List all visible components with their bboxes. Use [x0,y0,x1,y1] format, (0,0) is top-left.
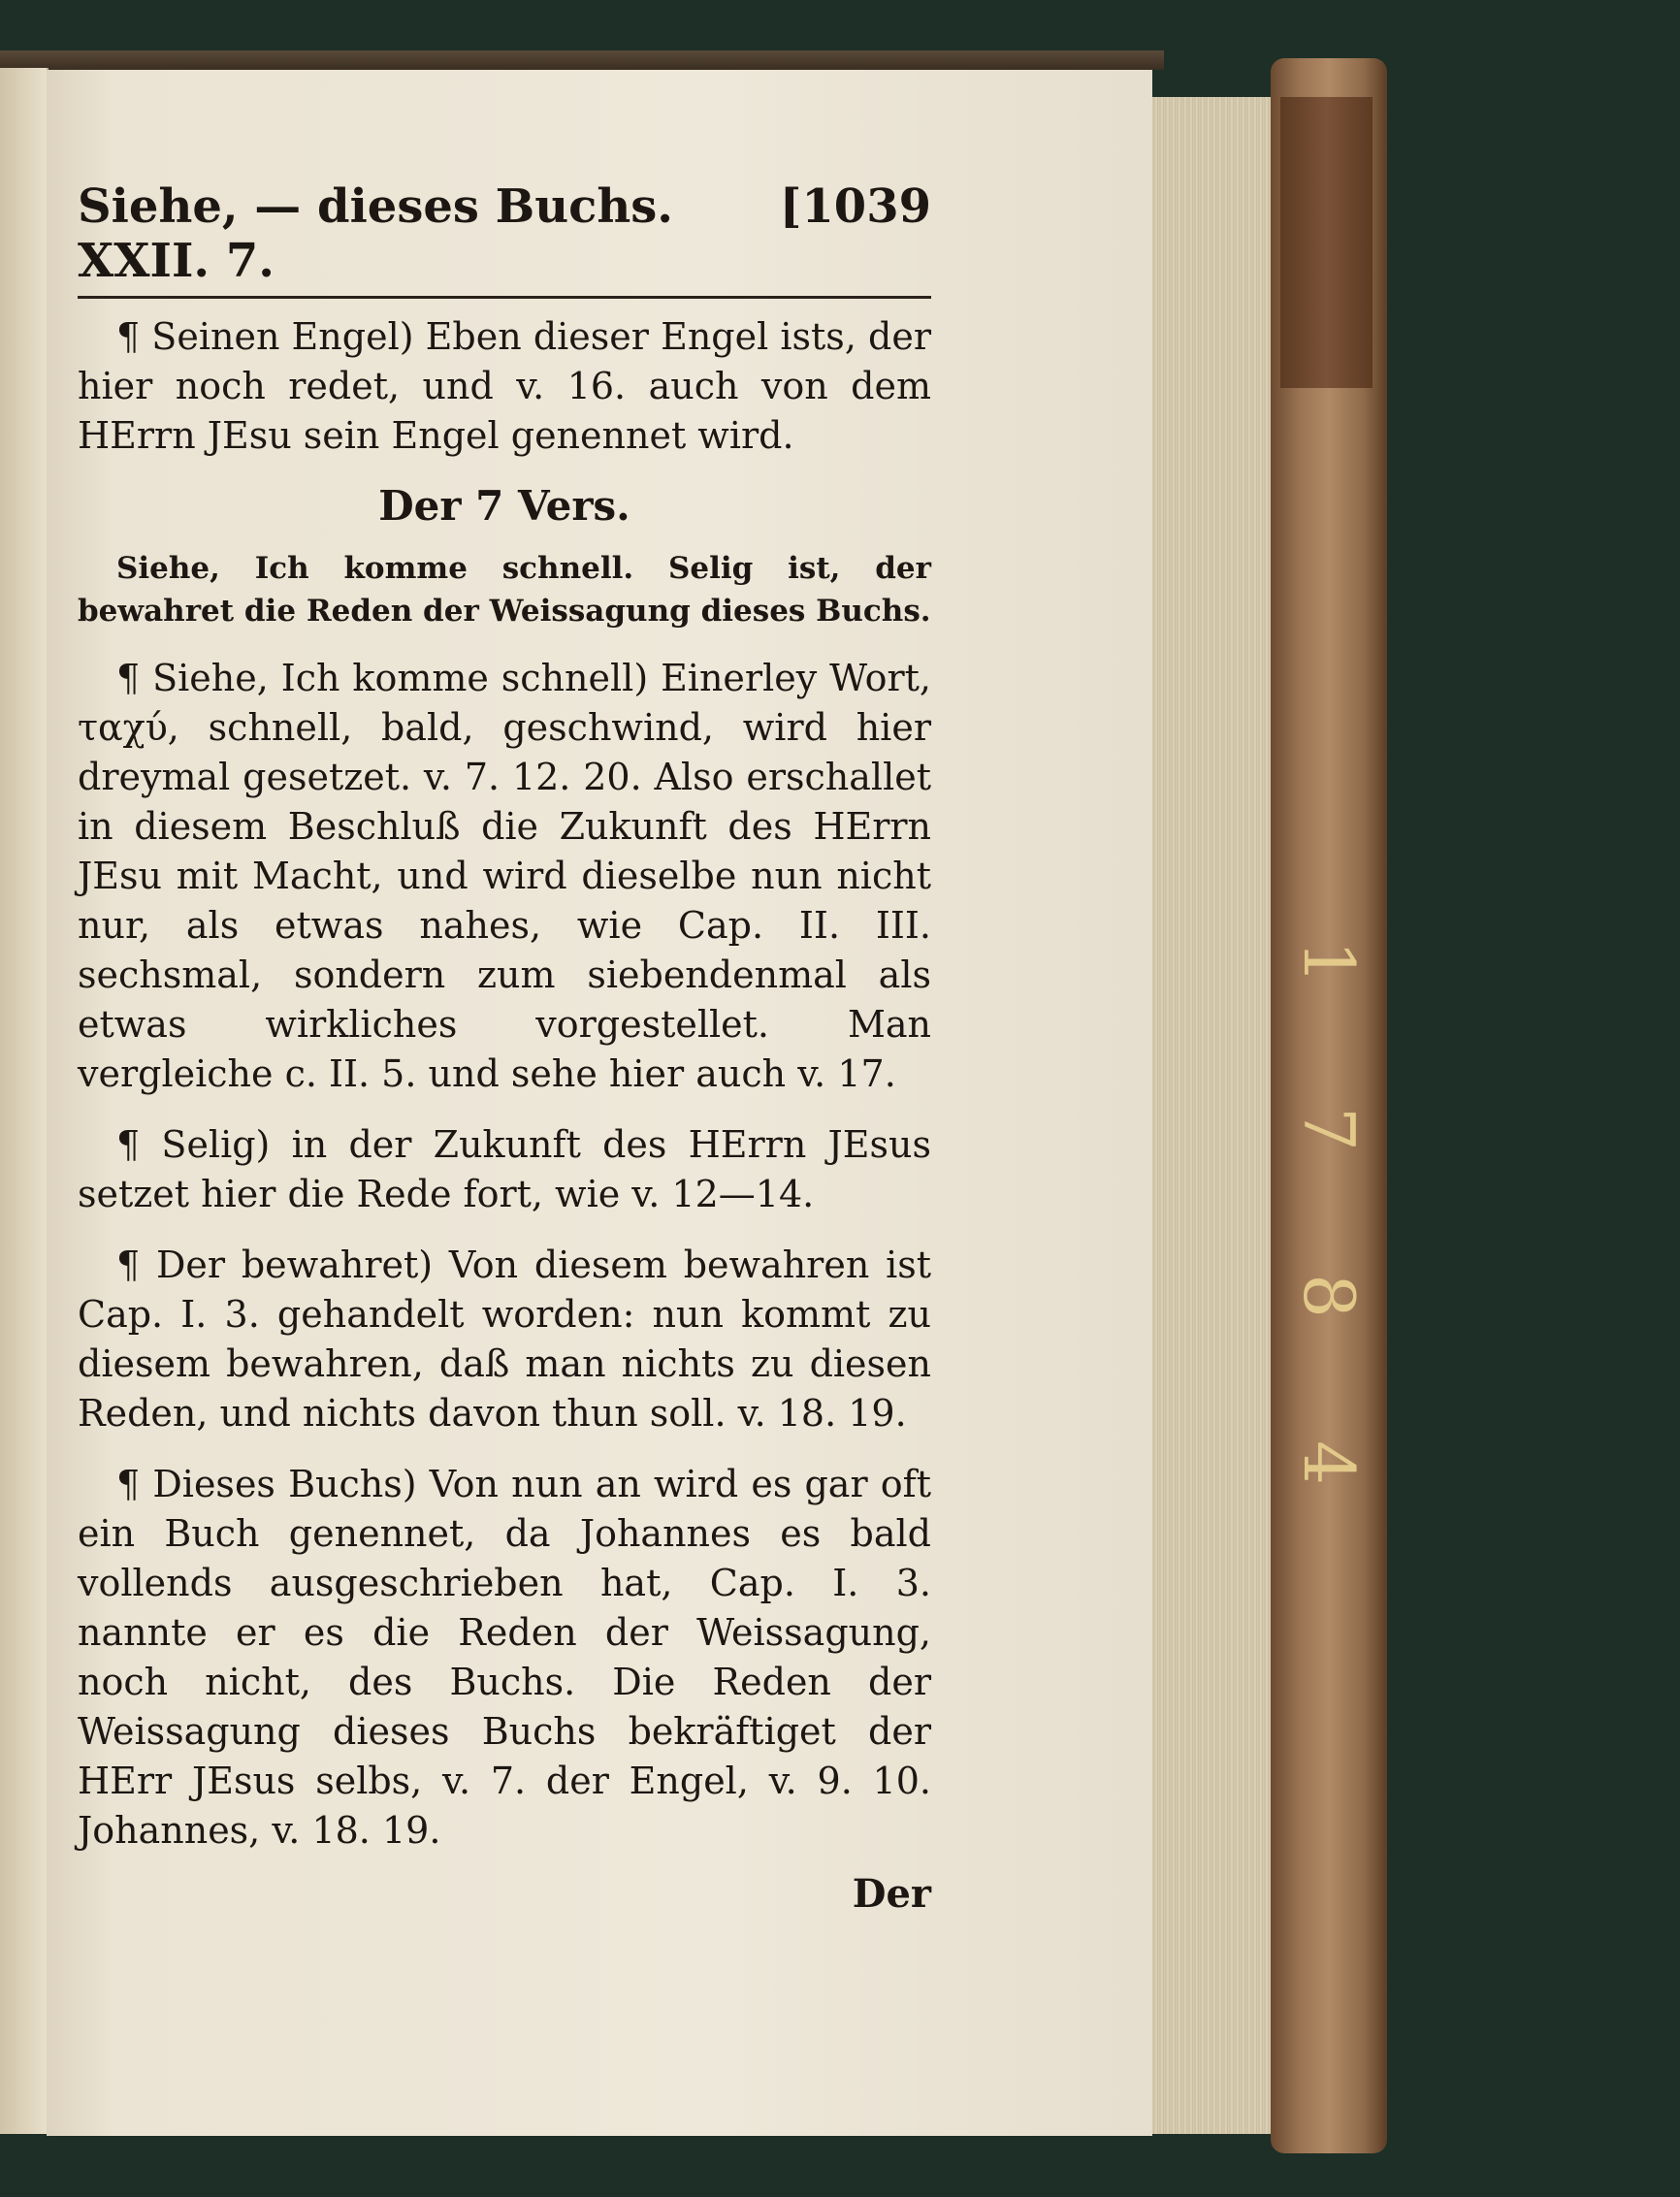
shelfmark-digit-3: 8 [1288,1274,1370,1318]
page-number: [1039 [779,179,931,234]
paragraph-seinen-engel: ¶ Seinen Engel) Eben dieser Engel ists, der hier noch redet, und v. 16. auch von dem HErrn JEsu sein Engel genennet wird. [78,315,931,457]
running-title: Siehe, — dieses Buchs. XXII. 7. [78,179,673,288]
facing-page-edge [0,68,48,2134]
paragraph-der-bewahret: ¶ Der bewahret) Von diesem bewahren ist Cap. I. 3. gehandelt worden: nun kommt zu diesem bewahren, daß man nichts zu diesen Reden, und nichts davon thun soll. v. 18. 19. [78,1244,931,1435]
shelfmark-digit-2: 7 [1288,1107,1370,1151]
catchword: Der [852,1871,931,1917]
spine-label-strip [1280,97,1373,388]
verse-heading: Der 7 Vers. [378,482,630,530]
spine-shelfmark [1288,921,1370,1503]
page-fore-edge [1145,97,1282,2134]
shelfmark-digit-1: 1 [1288,940,1370,985]
verse-text: Siehe, Ich komme schnell. Selig ist, der bewahret die Reden der Weissagung dieses Buchs. [78,551,931,629]
book-board-top [0,50,1164,70]
paragraph-dieses-buchs: ¶ Dieses Buchs) Von nun an wird es gar oft ein Buch genennet, da Johannes es bald vollends ausgeschrieben hat, Cap. I. 3. nannte er es die Reden der Weissagung, noch nicht, des Buchs. Die Reden der Weissagung dieses Buchs bekräftiget der HErr JEsus selbs, v. 7. der Engel, v. 9. 10. Johannes, v. 18. 19. [78,1463,931,1852]
page-text [78,179,931,1917]
shelfmark-digit-4: 4 [1288,1440,1370,1485]
paragraph-selig: ¶ Selig) in der Zukunft des HErrn JEsus setzet hier die Rede fort, wie v. 12—14. [78,1123,931,1215]
running-header [78,179,931,299]
paragraph-siehe: ¶ Siehe, Ich komme schnell) Einerley Wort, ταχύ, schnell, bald, geschwind, wird hier dreymal gesetzet. v. 7. 12. 20. Also erschallet in diesem Beschluß die Zukunft des HErrn JEsu mit Macht, und wird dieselbe nun nicht nur, als etwas nahes, wie Cap. II. III. sechsmal, sondern zum siebendenmal als etwas wirkliches vorgestellet. Man vergleiche c. II. 5. und sehe hier auch v. 17. [78,657,931,1095]
